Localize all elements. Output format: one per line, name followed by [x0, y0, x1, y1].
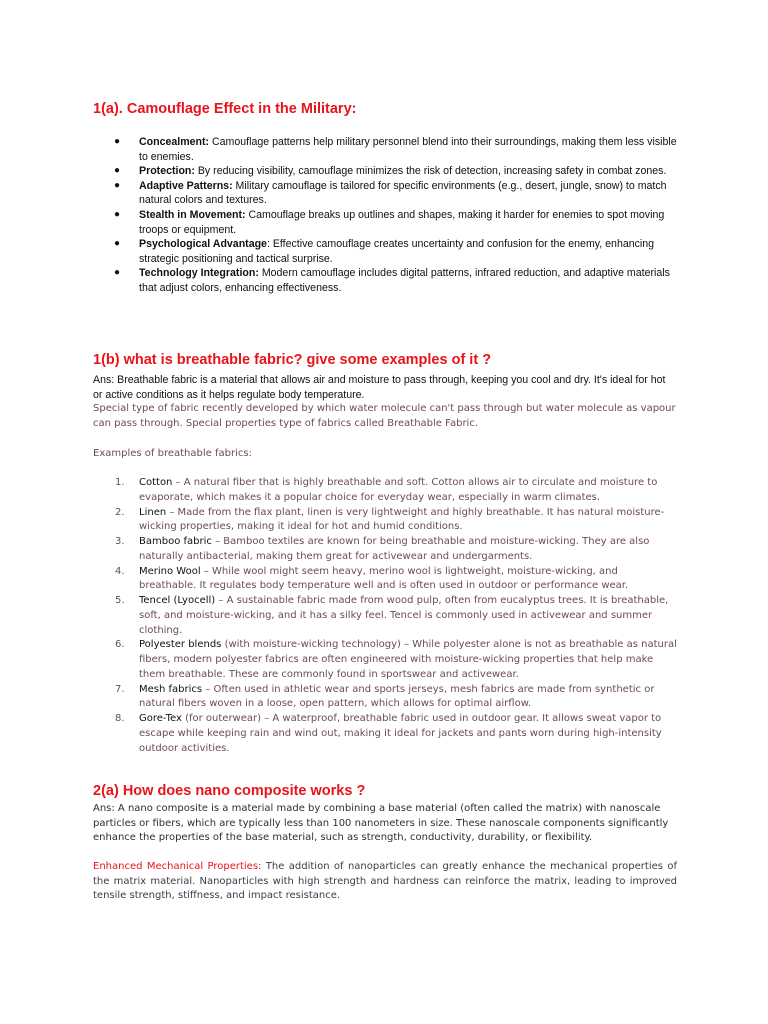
enhanced-properties-paragraph: Enhanced Mechanical Properties: The addition of nanoparticles can greatly enhance the mechanical properties of the matrix material. Nanoparticles with high strength and hardness can reinforce the matrix, leading to improved tensile strength, stiffness, and impact resistance.: [93, 861, 677, 902]
list-item: 4. Merino Wool – While wool might seem heavy, merino wool is lightweight, moisture-wicking, and breathable. It regulates body temperature well and is often used in outdoor or performance wear.: [115, 565, 629, 592]
enhanced-lead: Enhanced Mechanical Properties:: [93, 861, 262, 872]
list-item: ● Protection: By reducing visibility, camouflage minimizes the risk of detection, increasing safety in combat zones.: [114, 165, 667, 178]
list-item: 7. Mesh fabrics – Often used in athletic wear and sports jerseys, mesh fabrics are made from synthetic or natural fibers woven in a loose, open pattern, which allows for optimal airflow.: [115, 683, 655, 710]
list-item: ● Technology Integration: Modern camouflage includes digital patterns, infrared reduction, and adaptive materials that adjust colors, enhancing effectiveness.: [114, 267, 670, 294]
examples-heading: Examples of breathable fabrics:: [93, 448, 252, 459]
list-item: 2. Linen – Made from the flax plant, linen is very lightweight and highly breathable. It has natural moisture-wicking properties, making it ideal for hot and humid conditions.: [115, 506, 665, 533]
bullet-icon: ●: [114, 208, 121, 220]
answer-1b: Ans: Breathable fabric is a material that allows air and moisture to pass through, keeping you cool and dry. It's ideal for hot or active conditions as it helps regulate body temperature.: [93, 374, 666, 401]
bullet-icon: ●: [114, 179, 121, 191]
fabric-examples-list: [93, 476, 677, 756]
list-item: 8. Gore-Tex (for outerwear) – A waterproof, breathable fabric used in outdoor gear. It allows sweat vapor to escape while keeping rain and wind out, making it ideal for jackets and pants worn during high-intensity outdoor activities.: [115, 713, 662, 754]
heading-2a: 2(a) How does nano composite works ?: [93, 783, 366, 799]
heading-1a: 1(a). Camouflage Effect in the Military:: [93, 101, 357, 117]
list-item: ● Stealth in Movement: Camouflage breaks up outlines and shapes, making it harder for enemies to spot moving troops or equipment.: [114, 208, 665, 236]
list-item: ● Psychological Advantage: Effective camouflage creates uncertainty and confusion for the enemy, enhancing strategic positioning and tactical surprise.: [114, 238, 655, 265]
bullet-icon: ●: [114, 165, 121, 177]
list-item: 3. Bamboo fabric – Bamboo textiles are known for being breathable and moisture-wicking. They are also naturally antibacterial, making them great for activewear and undergarments.: [115, 536, 650, 562]
heading-1b: 1(b) what is breathable fabric? give some examples of it ?: [93, 352, 492, 368]
list-item: 6. Polyester blends (with moisture-wicking technology) – While polyester alone is not as breathable as natural fibers, modern polyester fabrics are often engineered with moisture-wicking properties that help make them breathable. These are commonly found in sportswear and activewear.: [115, 639, 677, 680]
bullet-icon: ●: [114, 238, 121, 250]
bullet-icon: ●: [114, 136, 121, 147]
list-item: ● Adaptive Patterns: Military camouflage is tailored for specific environments (e.g., desert, jungle, snow) to match natural colors and textures.: [114, 179, 667, 207]
camouflage-list: [93, 135, 677, 296]
list-item: ● Concealment: Camouflage patterns help military personnel blend into their surroundings, making them less visible to enemies.: [114, 136, 677, 163]
answer-2a: Ans: A nano composite is a material made by combining a base material (often called the matrix) with nanoscale particles or fibers, which are typically less than 100 nanometers in size. These nanoscale components significantly enhance the properties of the base material, such as strength, conductivity, durability, or flexibility.: [93, 803, 669, 844]
special-fabric-paragraph: Special type of fabric recently developed by which water molecule can't pass through but water molecule as vapour can pass through. Special properties type of fabrics called Breathable Fabric.: [93, 403, 676, 429]
list-item: 1. Cotton – A natural fiber that is highly breathable and soft. Cotton allows air to circulate and moisture to evaporate, which makes it a popular choice for everyday wear, especially in warm climates.: [115, 477, 658, 503]
bullet-icon: ●: [114, 267, 121, 279]
list-item: 5. Tencel (Lyocell) – A sustainable fabric made from wood pulp, often from eucalyptus trees. It is breathable, soft, and moisture-wicking, and it has a silky feel. Tencel is commonly used in activewear and summer clothing.: [115, 595, 669, 636]
